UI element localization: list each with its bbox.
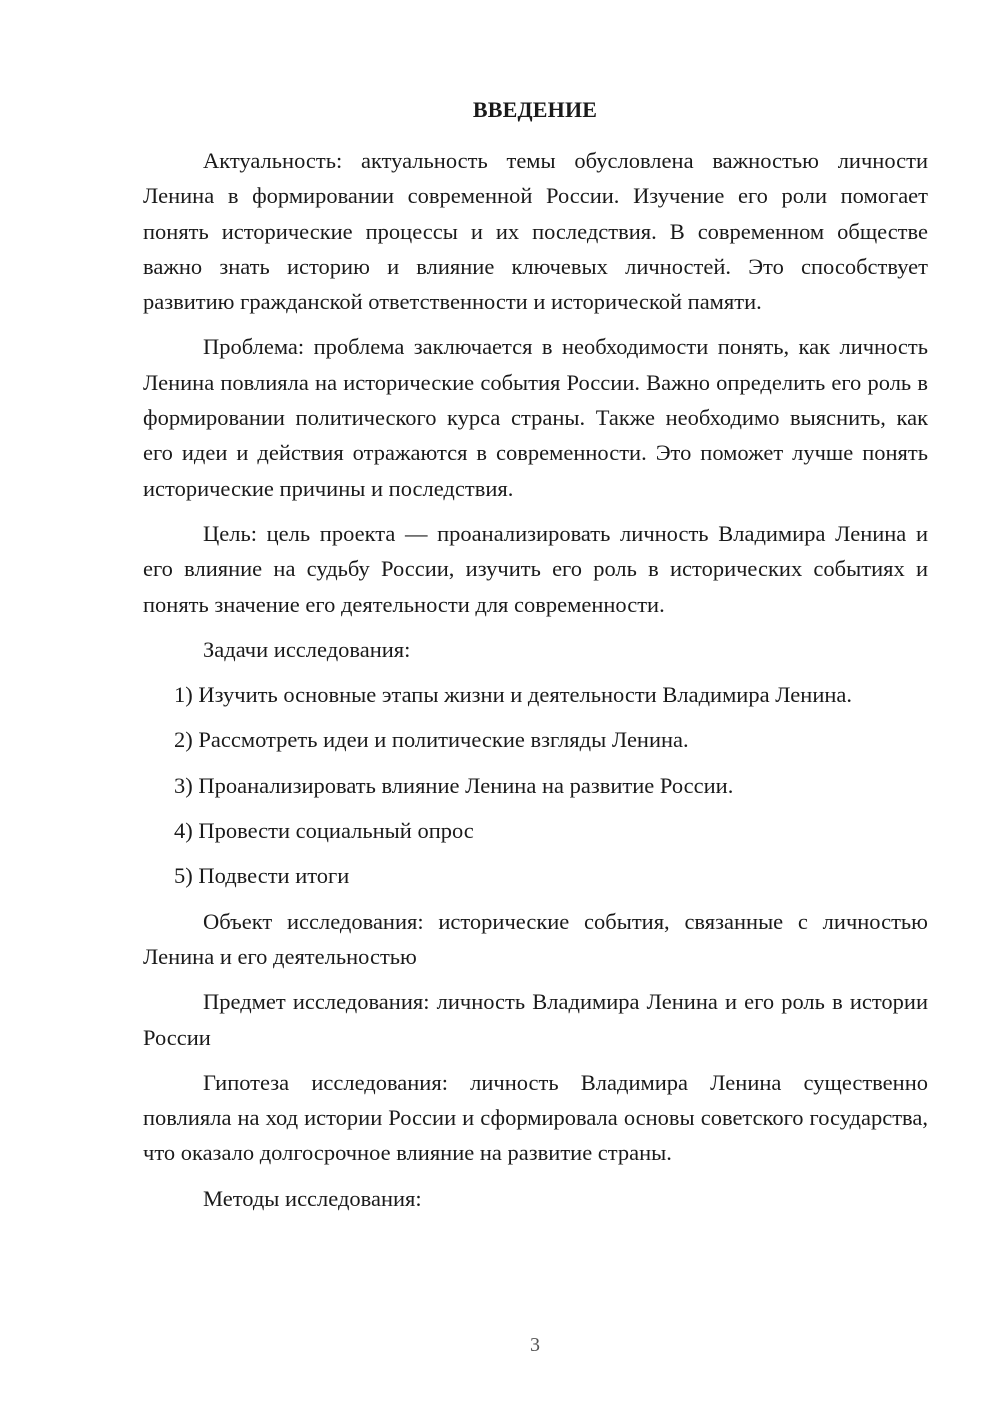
tasks-list (143, 677, 928, 893)
goal-paragraph: Цель: цель проекта — проанализировать личность Владимира Ленина и его влияние на судьбу России, изучить его роль в исторических событиях и понять значение его деятельности для современности. (143, 520, 928, 617)
relevance-paragraph: Актуальность: актуальность темы обусловлена важностью личности Ленина в формировании современной России. Изучение его роли помогает понять исторические процессы и их последствия. В современном обществе важно знать историю и влияние ключевых личностей. Это способствует развитию гражданской ответственности и исторической памяти. (143, 148, 928, 315)
list-item: 4) Провести социальный опрос (174, 818, 474, 844)
section-heading: ВВЕДЕНИЕ (472, 97, 598, 122)
list-item: 5) Подвести итоги (174, 863, 350, 889)
list-item: 1) Изучить основные этапы жизни и деятельности Владимира Ленина. (174, 682, 853, 708)
document-body (143, 143, 928, 1216)
problem-paragraph: Проблема: проблема заключается в необходимости понять, как личность Ленина повлияла на исторические события России. Важно определить его роль в формировании политического курса страны. Также необходимо выяснить, как его идеи и действия отражаются в современности. Это поможет лучше понять исторические причины и последствия. (143, 334, 928, 501)
list-item: 2) Рассмотреть идеи и политические взгляды Ленина. (174, 727, 689, 753)
hypothesis-paragraph: Гипотеза исследования: личность Владимира Ленина существенно повлияла на ход истории России и сформировала основы советского государства, что оказало долгосрочное влияние на развитие страны. (143, 1069, 928, 1166)
list-item: 3) Проанализировать влияние Ленина на развитие России. (174, 772, 734, 798)
page-number: 3 (530, 1334, 540, 1356)
object-paragraph: Объект исследования: исторические события, связанные с личностью Ленина и его деятельностью (143, 908, 928, 969)
methods-label: Методы исследования: (203, 1185, 422, 1211)
tasks-label: Задачи исследования: (203, 636, 411, 662)
subject-paragraph: Предмет исследования: личность Владимира Ленина и его роль в истории России (143, 989, 928, 1050)
